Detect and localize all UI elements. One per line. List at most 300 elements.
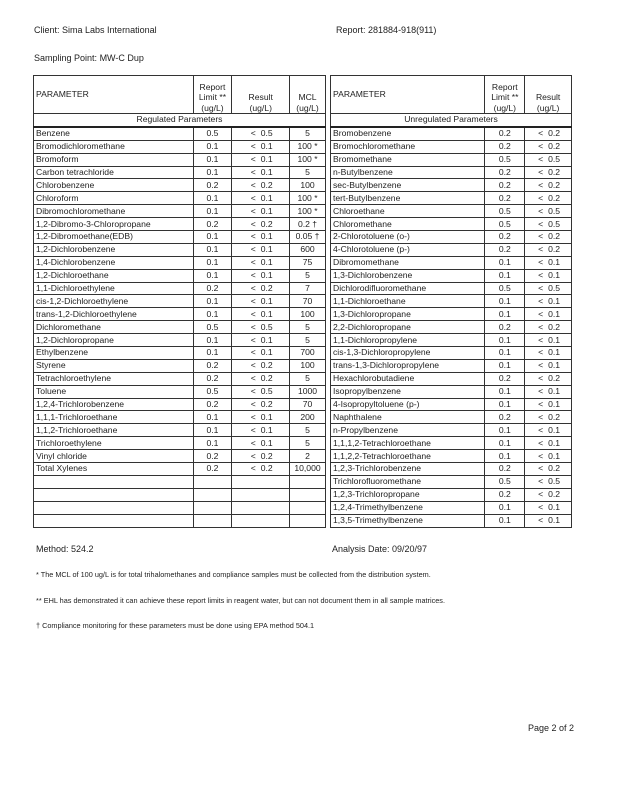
parameter-name: n-Propylbenzene xyxy=(331,424,485,437)
col-parameter: PARAMETER xyxy=(34,76,194,114)
result-value: 0.2 xyxy=(260,360,273,371)
report-limit: 0.5 xyxy=(193,321,232,334)
parameter-name: trans-1,2-Dichloroethylene xyxy=(34,308,194,321)
less-than: < xyxy=(250,360,256,371)
result-value: 0.1 xyxy=(548,399,561,410)
parameter-name: Chlorobenzene xyxy=(34,179,194,192)
mcl: 600 xyxy=(290,243,326,256)
report-limit: 0.1 xyxy=(193,411,232,424)
table-row xyxy=(331,450,572,463)
result xyxy=(232,347,290,360)
parameter-name: Tetrachloroethylene xyxy=(34,372,194,385)
result-value: 0.1 xyxy=(260,257,273,268)
less-than: < xyxy=(250,231,256,242)
parameter-name: 1,3-Dichloropropane xyxy=(331,308,485,321)
result xyxy=(525,437,572,450)
result xyxy=(232,218,290,231)
mcl: 2 xyxy=(290,450,326,463)
less-than: < xyxy=(538,244,544,255)
result-value: 0.1 xyxy=(260,231,273,242)
result-value: 0.5 xyxy=(260,386,273,397)
report-limit: 0.1 xyxy=(193,424,232,437)
report-limit xyxy=(193,488,232,501)
parameter-name: Dibromomethane xyxy=(331,256,485,269)
result xyxy=(232,140,290,153)
report-limit xyxy=(193,475,232,488)
less-than: < xyxy=(250,308,256,319)
result-value: 0.5 xyxy=(548,218,561,229)
table-row xyxy=(34,321,326,334)
table-row xyxy=(331,269,572,282)
less-than: < xyxy=(538,283,544,294)
result-value: 0.1 xyxy=(548,515,561,526)
table-row xyxy=(34,514,326,527)
table-row xyxy=(34,488,326,501)
result-value: 0.5 xyxy=(260,128,273,139)
table-row xyxy=(34,372,326,385)
report-limit: 0.2 xyxy=(485,411,525,424)
report-limit: 0.1 xyxy=(193,231,232,244)
less-than: < xyxy=(538,463,544,474)
result-value: 0.1 xyxy=(260,167,273,177)
table-row xyxy=(34,450,326,463)
parameter-name: Dibromochloromethane xyxy=(34,205,194,218)
report-limit: 0.2 xyxy=(193,179,232,192)
result xyxy=(525,501,572,514)
table-row xyxy=(331,308,572,321)
parameter-name: Carbon tetrachloride xyxy=(34,166,194,179)
report-limit: 0.1 xyxy=(485,347,525,360)
result xyxy=(232,372,290,385)
parameter-name: 1,2-Dichloropropane xyxy=(34,334,194,347)
client-value: Sima Labs International xyxy=(62,25,157,35)
result-value: 0.2 xyxy=(548,167,561,177)
parameter-name: Bromomethane xyxy=(331,153,485,166)
less-than: < xyxy=(538,154,544,165)
less-than: < xyxy=(250,321,256,332)
table-row xyxy=(34,295,326,308)
report-limit: 0.2 xyxy=(193,450,232,463)
parameter-name: Isopropylbenzene xyxy=(331,385,485,398)
parameter-name: 1,1-Dichloroethane xyxy=(331,295,485,308)
mcl: 100 * xyxy=(290,205,326,218)
table-row xyxy=(331,192,572,205)
result xyxy=(232,269,290,282)
parameter-name: Bromochloromethane xyxy=(331,140,485,153)
less-than: < xyxy=(538,295,544,306)
report-number xyxy=(336,25,436,35)
less-than: < xyxy=(250,128,256,139)
less-than: < xyxy=(538,192,544,203)
analysis-date: Analysis Date: 09/20/97 xyxy=(332,544,428,554)
result-value: 0.1 xyxy=(260,154,273,165)
report-limit: 0.2 xyxy=(193,282,232,295)
mcl xyxy=(290,501,326,514)
table-row xyxy=(34,205,326,218)
result xyxy=(525,514,572,527)
unregulated-table xyxy=(330,75,572,528)
result xyxy=(525,243,572,256)
less-than: < xyxy=(250,424,256,435)
col-parameter: PARAMETER xyxy=(331,76,485,114)
result xyxy=(232,463,290,476)
parameter-name: 1,2,4-Trimethylbenzene xyxy=(331,501,485,514)
result-value: 0.2 xyxy=(548,411,561,422)
footnote-2: ** EHL has demonstrated it can achieve these report limits in reagent water, but can not document them in all sample matrices. xyxy=(36,596,445,605)
result xyxy=(525,372,572,385)
table-row xyxy=(331,347,572,360)
table-row xyxy=(331,166,572,179)
table-row xyxy=(34,166,326,179)
result xyxy=(232,153,290,166)
less-than: < xyxy=(538,257,544,268)
report-limit: 0.1 xyxy=(193,347,232,360)
parameter-name: cis-1,2-Dichloroethylene xyxy=(34,295,194,308)
parameter-name: 1,2-Dichloroethane xyxy=(34,269,194,282)
table-row xyxy=(331,501,572,514)
mcl: 700 xyxy=(290,347,326,360)
table-row xyxy=(34,334,326,347)
report-limit: 0.1 xyxy=(485,295,525,308)
result-value: 0.1 xyxy=(548,270,561,281)
result xyxy=(232,437,290,450)
result-value: 0.1 xyxy=(548,257,561,268)
table-row xyxy=(331,295,572,308)
mcl: 5 xyxy=(290,269,326,282)
report-limit: 0.1 xyxy=(193,140,232,153)
col-report-limit: Report Limit ** (ug/L) xyxy=(485,76,525,114)
less-than: < xyxy=(538,502,544,513)
result-value: 0.2 xyxy=(548,463,561,474)
mcl: 5 xyxy=(290,321,326,334)
col-mcl: MCL (ug/L) xyxy=(290,76,326,114)
less-than: < xyxy=(538,347,544,358)
parameter-name: 1,3-Dichlorobenzene xyxy=(331,269,485,282)
parameter-name: 1,3,5-Trimethylbenzene xyxy=(331,514,485,527)
less-than: < xyxy=(250,141,256,152)
result xyxy=(232,514,290,527)
result-value: 0.1 xyxy=(260,424,273,435)
client xyxy=(34,25,157,35)
table-row xyxy=(331,514,572,527)
result-value: 0.2 xyxy=(260,283,273,294)
result xyxy=(232,295,290,308)
result xyxy=(525,269,572,282)
mcl: 5 xyxy=(290,424,326,437)
parameter-name: 4-Chlorotoluene (p-) xyxy=(331,243,485,256)
report-limit: 0.1 xyxy=(485,501,525,514)
table-row xyxy=(34,231,326,244)
less-than: < xyxy=(538,411,544,422)
result-value: 0.2 xyxy=(548,321,561,332)
table-row xyxy=(331,463,572,476)
table-row xyxy=(34,308,326,321)
result xyxy=(525,153,572,166)
report-limit: 0.2 xyxy=(485,243,525,256)
table-row xyxy=(34,385,326,398)
mcl: 5 xyxy=(290,334,326,347)
parameter-name: 1,2-Dichlorobenzene xyxy=(34,243,194,256)
result xyxy=(232,424,290,437)
table-row xyxy=(331,385,572,398)
result xyxy=(232,488,290,501)
parameter-name: 2,2-Dichloropropane xyxy=(331,321,485,334)
less-than: < xyxy=(538,321,544,332)
result xyxy=(525,205,572,218)
parameter-name: 1,2-Dibromoethane(EDB) xyxy=(34,231,194,244)
result xyxy=(525,127,572,140)
parameter-name: 1,1,2,2-Tetrachloroethane xyxy=(331,450,485,463)
parameter-name: Trichloroethylene xyxy=(34,437,194,450)
table-row xyxy=(34,192,326,205)
less-than: < xyxy=(250,283,256,294)
result xyxy=(525,359,572,372)
result-value: 0.1 xyxy=(548,295,561,306)
less-than: < xyxy=(538,128,544,139)
result xyxy=(525,192,572,205)
result xyxy=(232,231,290,244)
report-limit: 0.1 xyxy=(485,514,525,527)
mcl: 5 xyxy=(290,372,326,385)
result-value: 0.5 xyxy=(548,476,561,487)
report-limit xyxy=(193,501,232,514)
sampling-label: Sampling Point: xyxy=(34,53,98,63)
mcl xyxy=(290,488,326,501)
parameter-name: n-Butylbenzene xyxy=(331,166,485,179)
parameter-name: 1,4-Dichlorobenzene xyxy=(34,256,194,269)
result xyxy=(232,475,290,488)
table-row xyxy=(331,424,572,437)
mcl xyxy=(290,475,326,488)
sampling-point xyxy=(34,53,144,63)
result-value: 0.1 xyxy=(260,141,273,152)
mcl: 5 xyxy=(290,166,326,179)
table-row xyxy=(331,153,572,166)
parameter-name: Chloroethane xyxy=(331,205,485,218)
less-than: < xyxy=(250,347,256,358)
table-row xyxy=(331,282,572,295)
parameter-name: Bromobenzene xyxy=(331,127,485,140)
result-value: 0.2 xyxy=(260,373,273,384)
table-row xyxy=(34,153,326,166)
report-limit: 0.2 xyxy=(485,127,525,140)
table-row xyxy=(331,359,572,372)
report-label: Report: xyxy=(336,25,366,35)
result xyxy=(232,205,290,218)
col-result: Result (ug/L) xyxy=(232,76,290,114)
report-limit xyxy=(193,514,232,527)
less-than: < xyxy=(538,489,544,500)
table-row xyxy=(34,411,326,424)
less-than: < xyxy=(538,334,544,345)
report-limit: 0.1 xyxy=(485,269,525,282)
result xyxy=(525,282,572,295)
table-row xyxy=(331,372,572,385)
report-limit: 0.2 xyxy=(485,140,525,153)
table-row xyxy=(34,256,326,269)
parameter-name: 1,1-Dichloropropylene xyxy=(331,334,485,347)
result xyxy=(525,179,572,192)
report-limit: 0.2 xyxy=(485,192,525,205)
result xyxy=(232,282,290,295)
report-limit: 0.1 xyxy=(485,385,525,398)
less-than: < xyxy=(250,334,256,345)
less-than: < xyxy=(538,167,544,177)
result-value: 0.1 xyxy=(260,205,273,216)
result-value: 0.2 xyxy=(548,179,561,190)
parameter-name: 1,1,2-Trichloroethane xyxy=(34,424,194,437)
result xyxy=(232,411,290,424)
parameter-name: Hexachlorobutadiene xyxy=(331,372,485,385)
result xyxy=(525,463,572,476)
less-than: < xyxy=(250,295,256,306)
less-than: < xyxy=(250,437,256,448)
table-row xyxy=(331,231,572,244)
result xyxy=(525,140,572,153)
report-limit: 0.1 xyxy=(193,205,232,218)
report-limit: 0.1 xyxy=(193,269,232,282)
result-value: 0.2 xyxy=(548,231,561,242)
report-limit: 0.1 xyxy=(193,153,232,166)
result xyxy=(232,166,290,179)
result-value: 0.1 xyxy=(260,295,273,306)
parameter-name: Bromoform xyxy=(34,153,194,166)
result-value: 0.5 xyxy=(260,321,273,332)
col-result: Result (ug/L) xyxy=(525,76,572,114)
footnote-1: * The MCL of 100 ug/L is for total trihalomethanes and compliance samples must be collected from the distribution system. xyxy=(36,570,431,579)
less-than: < xyxy=(250,463,256,474)
table-row xyxy=(331,321,572,334)
less-than: < xyxy=(250,257,256,268)
mcl: 7 xyxy=(290,282,326,295)
report-limit: 0.1 xyxy=(193,437,232,450)
parameter-name: Chloroform xyxy=(34,192,194,205)
table-row xyxy=(331,334,572,347)
table-row xyxy=(331,475,572,488)
section-title: Unregulated Parameters xyxy=(331,114,572,127)
report-limit: 0.1 xyxy=(193,256,232,269)
result-value: 0.1 xyxy=(548,334,561,345)
page-number: Page 2 of 2 xyxy=(528,723,575,733)
less-than: < xyxy=(538,308,544,319)
result-value: 0.2 xyxy=(260,399,273,410)
result xyxy=(525,424,572,437)
report-limit: 0.2 xyxy=(485,372,525,385)
less-than: < xyxy=(250,218,256,229)
table-row xyxy=(331,179,572,192)
parameter-name: Total Xylenes xyxy=(34,463,194,476)
parameter-name: cis-1,3-Dichloropropylene xyxy=(331,347,485,360)
report-limit: 0.2 xyxy=(485,321,525,334)
mcl: 100 * xyxy=(290,140,326,153)
mcl: 70 xyxy=(290,295,326,308)
mcl: 100 xyxy=(290,179,326,192)
mcl: 100 xyxy=(290,359,326,372)
result-value: 0.1 xyxy=(260,347,273,358)
parameter-name xyxy=(34,488,194,501)
parameter-name: trans-1,3-Dichloropropylene xyxy=(331,359,485,372)
report-value: 281884-918(911) xyxy=(368,25,437,35)
less-than: < xyxy=(250,373,256,384)
result xyxy=(232,308,290,321)
table-row xyxy=(34,501,326,514)
result-value: 0.2 xyxy=(260,450,273,461)
less-than: < xyxy=(538,179,544,190)
table-row xyxy=(331,488,572,501)
parameter-name: Styrene xyxy=(34,359,194,372)
result-value: 0.2 xyxy=(260,218,273,229)
table-row xyxy=(331,140,572,153)
parameter-name: 1,2,3-Trichloropropane xyxy=(331,488,485,501)
result-value: 0.1 xyxy=(260,244,273,255)
less-than: < xyxy=(250,411,256,422)
result xyxy=(232,192,290,205)
result-value: 0.1 xyxy=(260,437,273,448)
result-value: 0.5 xyxy=(548,154,561,165)
result-value: 0.1 xyxy=(548,308,561,319)
parameter-name xyxy=(34,501,194,514)
parameter-name: Naphthalene xyxy=(331,411,485,424)
table-row xyxy=(34,179,326,192)
report-limit: 0.1 xyxy=(193,295,232,308)
mcl: 0.2 † xyxy=(290,218,326,231)
result-value: 0.1 xyxy=(548,386,561,397)
less-than: < xyxy=(538,399,544,410)
table-row xyxy=(331,243,572,256)
result-value: 0.2 xyxy=(548,244,561,255)
table-row xyxy=(34,475,326,488)
parameter-name: 1,1,1,2-Tetrachloroethane xyxy=(331,437,485,450)
client-label: Client: xyxy=(34,25,60,35)
report-limit: 0.2 xyxy=(485,488,525,501)
result-value: 0.1 xyxy=(548,502,561,513)
less-than: < xyxy=(538,205,544,216)
table-row xyxy=(34,398,326,411)
report-limit: 0.5 xyxy=(485,282,525,295)
less-than: < xyxy=(538,360,544,371)
report-limit: 0.2 xyxy=(193,463,232,476)
result xyxy=(525,166,572,179)
less-than: < xyxy=(538,270,544,281)
report-limit: 0.1 xyxy=(485,334,525,347)
report-limit: 0.1 xyxy=(485,437,525,450)
less-than: < xyxy=(538,386,544,397)
parameter-name: 1,1,1-Trichloroethane xyxy=(34,411,194,424)
parameter-name: tert-Butylbenzene xyxy=(331,192,485,205)
footnote-3: † Compliance monitoring for these parameters must be done using EPA method 504.1 xyxy=(36,621,315,630)
regulated-table xyxy=(33,75,326,528)
table-row xyxy=(34,347,326,360)
report-limit: 0.2 xyxy=(485,231,525,244)
report-limit: 0.1 xyxy=(485,256,525,269)
result-value: 0.2 xyxy=(548,141,561,152)
parameter-name: 1,2,3-Trichlorobenzene xyxy=(331,463,485,476)
table-row xyxy=(331,127,572,140)
mcl: 100 * xyxy=(290,192,326,205)
result-value: 0.1 xyxy=(548,360,561,371)
result-value: 0.1 xyxy=(548,347,561,358)
table-row xyxy=(34,424,326,437)
result xyxy=(232,334,290,347)
table-row xyxy=(331,411,572,424)
less-than: < xyxy=(538,424,544,435)
report-limit: 0.1 xyxy=(193,166,232,179)
result xyxy=(232,385,290,398)
report-limit: 0.1 xyxy=(193,243,232,256)
result xyxy=(525,475,572,488)
report-limit: 0.1 xyxy=(485,450,525,463)
result-value: 0.2 xyxy=(260,179,273,190)
